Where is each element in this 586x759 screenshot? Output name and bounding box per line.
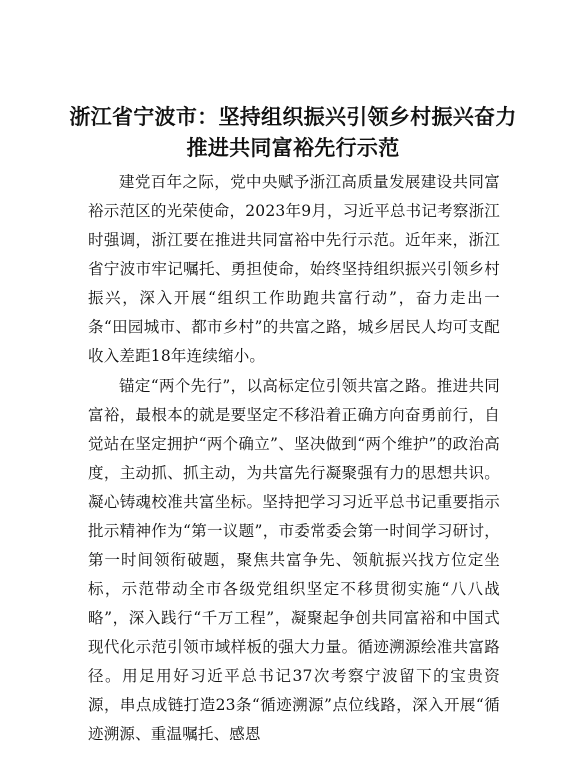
paragraph-two-firsts: 锚定“两个先行”，以高标定位引领共富之路。推进共同富裕，最根本的就是要坚定不移沿着正确方向奋勇前行，自觉站在坚定拥护“两个确立”、坚决做到“两个维护”的政治高度，主动抓、抓主动，为共富先行凝聚强有力的思想共识。凝心铸魂校准共富坐标。坚持把学习习近平总书记重要指示批示精神作为“第一议题”，市委常委会第一时间学习研讨，第一时间领衔破题，聚焦共富争先、领航振兴找方位定坐标，示范带动全市各级党组织坚定不移贯彻实施“八八战略”，深入践行“千万工程”，凝聚起争创共同富裕和中国式现代化示范引领市域样板的强大力量。循迹溯源绘准共富路径。用足用好习近平总书记37次考察宁波留下的宝贵资源，串点成链打造23条“循迹溯源”点位线路，深入开展“循迹溯源、重温嘱托、感恩 — [88, 377, 500, 743]
paragraph-intro: 建党百年之际，党中央赋予浙江高质量发展建设共同富裕示范区的光荣使命，2023年9月，习近平总书记考察浙江时强调，浙江要在推进共同富裕中先行示范。近年来，浙江省宁波市牢记嘱托、勇担使命，始终坚持组织振兴引领乡村振兴，深入开展“组织工作助跑共富行动”，奋力走出一条“田园城市、都市乡村”的共富之路，城乡居民人均可支配收入差距18年连续缩小。 — [88, 173, 500, 365]
document-title: 浙江省宁波市：坚持组织振兴引领乡村振兴奋力推进共同富裕先行示范 — [69, 104, 517, 160]
